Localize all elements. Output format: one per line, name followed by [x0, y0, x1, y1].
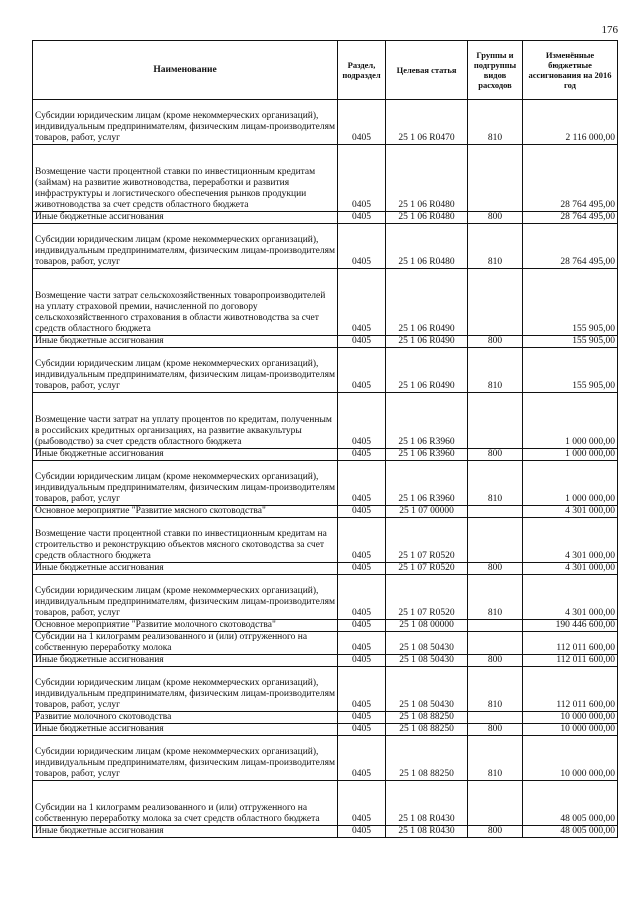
row-group-cell — [468, 393, 523, 449]
row-name-cell: Субсидии юридическим лицам (кроме некоммерческих организаций), индивидуальным предпринимателям, физическим лицам-производителям товаров, работ, услуг — [33, 224, 338, 269]
row-name-cell: Иные бюджетные ассигнования — [33, 212, 338, 224]
row-amount-cell: 155 905,00 — [523, 269, 618, 336]
row-target-cell: 25 1 06 R0480 — [386, 212, 468, 224]
row-section-cell: 0405 — [338, 563, 386, 575]
row-group-cell — [468, 781, 523, 826]
table-row — [33, 506, 618, 518]
table-row — [33, 712, 618, 724]
row-amount-cell: 190 446 600,00 — [523, 620, 618, 632]
row-amount-cell: 4 301 000,00 — [523, 575, 618, 620]
row-group-cell: 810 — [468, 100, 523, 145]
row-section-cell: 0405 — [338, 506, 386, 518]
row-group-cell: 800 — [468, 563, 523, 575]
row-amount-cell: 155 905,00 — [523, 348, 618, 393]
row-name-cell: Иные бюджетные ассигнования — [33, 724, 338, 736]
row-name-cell: Субсидии юридическим лицам (кроме некоммерческих организаций), индивидуальным предпринимателям, физическим лицам-производителям товаров, работ, услуг — [33, 348, 338, 393]
row-target-cell: 25 1 06 R0480 — [386, 224, 468, 269]
row-section-cell: 0405 — [338, 269, 386, 336]
row-target-cell: 25 1 06 R3960 — [386, 449, 468, 461]
row-group-cell: 800 — [468, 655, 523, 667]
row-amount-cell: 4 301 000,00 — [523, 518, 618, 563]
table-row — [33, 724, 618, 736]
row-group-cell — [468, 632, 523, 655]
row-name-cell: Субсидии юридическим лицам (кроме некоммерческих организаций), индивидуальным предпринимателям, физическим лицам-производителям товаров, работ, услуг — [33, 667, 338, 712]
table-row — [33, 667, 618, 712]
row-amount-cell: 112 011 600,00 — [523, 655, 618, 667]
table-row — [33, 224, 618, 269]
row-amount-cell: 48 005 000,00 — [523, 781, 618, 826]
row-group-cell: 810 — [468, 667, 523, 712]
row-amount-cell: 4 301 000,00 — [523, 506, 618, 518]
row-amount-cell: 2 116 000,00 — [523, 100, 618, 145]
row-target-cell: 25 1 06 R3960 — [386, 461, 468, 506]
row-name-cell: Субсидии на 1 килограмм реализованного и (или) отгруженного на собственную переработку молока за счет средств областного бюджета — [33, 781, 338, 826]
table-row — [33, 781, 618, 826]
row-group-cell: 800 — [468, 449, 523, 461]
row-target-cell: 25 1 07 R0520 — [386, 575, 468, 620]
row-section-cell: 0405 — [338, 826, 386, 838]
row-group-cell — [468, 712, 523, 724]
row-amount-cell: 1 000 000,00 — [523, 461, 618, 506]
row-amount-cell: 48 005 000,00 — [523, 826, 618, 838]
header-groups: Группы и подгруппы видов расходов — [468, 41, 523, 100]
row-name-cell: Иные бюджетные ассигнования — [33, 336, 338, 348]
row-section-cell: 0405 — [338, 449, 386, 461]
row-section-cell: 0405 — [338, 781, 386, 826]
table-row — [33, 461, 618, 506]
row-target-cell: 25 1 08 50430 — [386, 655, 468, 667]
row-target-cell: 25 1 08 88250 — [386, 724, 468, 736]
row-group-cell — [468, 269, 523, 336]
row-group-cell: 810 — [468, 348, 523, 393]
table-row — [33, 449, 618, 461]
row-group-cell: 800 — [468, 826, 523, 838]
row-amount-cell: 1 000 000,00 — [523, 393, 618, 449]
row-amount-cell: 10 000 000,00 — [523, 724, 618, 736]
row-section-cell: 0405 — [338, 224, 386, 269]
row-name-cell: Иные бюджетные ассигнования — [33, 449, 338, 461]
table-row — [33, 212, 618, 224]
row-target-cell: 25 1 07 00000 — [386, 506, 468, 518]
row-target-cell: 25 1 06 R0490 — [386, 269, 468, 336]
table-row — [33, 620, 618, 632]
row-target-cell: 25 1 07 R0520 — [386, 518, 468, 563]
row-section-cell: 0405 — [338, 100, 386, 145]
row-target-cell: 25 1 08 00000 — [386, 620, 468, 632]
row-name-cell: Субсидии на 1 килограмм реализованного и (или) отгруженного на собственную переработку молока — [33, 632, 338, 655]
row-section-cell: 0405 — [338, 518, 386, 563]
row-name-cell: Иные бюджетные ассигнования — [33, 655, 338, 667]
row-target-cell: 25 1 08 50430 — [386, 632, 468, 655]
row-name-cell: Иные бюджетные ассигнования — [33, 563, 338, 575]
row-name-cell: Субсидии юридическим лицам (кроме некоммерческих организаций), индивидуальным предпринимателям, физическим лицам-производителям товаров, работ, услуг — [33, 100, 338, 145]
row-name-cell: Возмещение части затрат сельскохозяйственных товаропроизводителей на уплату страховой премии, начисленной по договору сельскохозяйственного страхования в области животноводства за счет средств областного бюджета — [33, 269, 338, 336]
table-header-row — [33, 41, 618, 100]
row-target-cell: 25 1 06 R0490 — [386, 348, 468, 393]
row-target-cell: 25 1 06 R0490 — [386, 336, 468, 348]
page-number: 176 — [601, 24, 618, 36]
row-name-cell: Возмещение части затрат на уплату процентов по кредитам, полученным в российских кредитных организациях, на развитие аквакультуры (рыбоводство) за счет средств областного бюджета — [33, 393, 338, 449]
row-section-cell: 0405 — [338, 575, 386, 620]
row-section-cell: 0405 — [338, 712, 386, 724]
row-section-cell: 0405 — [338, 393, 386, 449]
row-section-cell: 0405 — [338, 724, 386, 736]
table-row — [33, 575, 618, 620]
row-name-cell: Иные бюджетные ассигнования — [33, 826, 338, 838]
row-group-cell: 810 — [468, 736, 523, 781]
row-section-cell: 0405 — [338, 212, 386, 224]
table-row — [33, 100, 618, 145]
row-amount-cell: 155 905,00 — [523, 336, 618, 348]
row-amount-cell: 28 764 495,00 — [523, 224, 618, 269]
row-section-cell: 0405 — [338, 632, 386, 655]
row-amount-cell: 28 764 495,00 — [523, 145, 618, 212]
row-target-cell: 25 1 08 50430 — [386, 667, 468, 712]
row-section-cell: 0405 — [338, 655, 386, 667]
table-row — [33, 269, 618, 336]
row-section-cell: 0405 — [338, 348, 386, 393]
row-amount-cell: 1 000 000,00 — [523, 449, 618, 461]
row-name-cell: Субсидии юридическим лицам (кроме некоммерческих организаций), индивидуальным предпринимателям, физическим лицам-производителям товаров, работ, услуг — [33, 736, 338, 781]
table-row — [33, 336, 618, 348]
table-row — [33, 655, 618, 667]
budget-table — [32, 40, 618, 838]
header-target: Целевая статья — [386, 41, 468, 100]
row-name-cell: Развитие молочного скотоводства — [33, 712, 338, 724]
row-name-cell: Субсидии юридическим лицам (кроме некоммерческих организаций), индивидуальным предпринимателям, физическим лицам-производителям товаров, работ, услуг — [33, 575, 338, 620]
table-row — [33, 736, 618, 781]
row-amount-cell: 4 301 000,00 — [523, 563, 618, 575]
row-group-cell — [468, 620, 523, 632]
row-group-cell: 810 — [468, 461, 523, 506]
row-target-cell: 25 1 06 R0470 — [386, 100, 468, 145]
table-row — [33, 563, 618, 575]
row-group-cell — [468, 518, 523, 563]
row-target-cell: 25 1 07 R0520 — [386, 563, 468, 575]
row-group-cell: 810 — [468, 575, 523, 620]
row-group-cell — [468, 145, 523, 212]
row-group-cell: 800 — [468, 336, 523, 348]
row-section-cell: 0405 — [338, 336, 386, 348]
row-section-cell: 0405 — [338, 461, 386, 506]
header-section: Раздел, подраздел — [338, 41, 386, 100]
row-amount-cell: 112 011 600,00 — [523, 667, 618, 712]
row-target-cell: 25 1 08 R0430 — [386, 781, 468, 826]
table-body — [33, 100, 618, 838]
row-target-cell: 25 1 06 R3960 — [386, 393, 468, 449]
row-group-cell: 810 — [468, 224, 523, 269]
row-amount-cell: 112 011 600,00 — [523, 632, 618, 655]
header-name: Наименование — [33, 41, 338, 100]
table-row — [33, 518, 618, 563]
row-target-cell: 25 1 08 88250 — [386, 736, 468, 781]
row-group-cell: 800 — [468, 724, 523, 736]
row-name-cell: Возмещение части процентной ставки по инвестиционным кредитам (займам) на развитие животноводства, переработки и развития инфраструктуры и логистического обеспечения рынков продукции животноводства за счет средств областного бюджета — [33, 145, 338, 212]
row-section-cell: 0405 — [338, 667, 386, 712]
row-name-cell: Основное мероприятие "Развитие молочного скотоводства" — [33, 620, 338, 632]
row-name-cell: Основное мероприятие "Развитие мясного скотоводства" — [33, 506, 338, 518]
row-section-cell: 0405 — [338, 620, 386, 632]
table-row — [33, 393, 618, 449]
row-target-cell: 25 1 08 88250 — [386, 712, 468, 724]
row-section-cell: 0405 — [338, 145, 386, 212]
row-group-cell — [468, 506, 523, 518]
table-row — [33, 348, 618, 393]
table-row — [33, 145, 618, 212]
row-name-cell: Возмещение части процентной ставки по инвестиционным кредитам на строительство и реконструкцию объектов мясного скотоводства за счет средств областного бюджета — [33, 518, 338, 563]
row-amount-cell: 10 000 000,00 — [523, 736, 618, 781]
row-name-cell: Субсидии юридическим лицам (кроме некоммерческих организаций), индивидуальным предпринимателям, физическим лицам-производителям товаров, работ, услуг — [33, 461, 338, 506]
row-target-cell: 25 1 08 R0430 — [386, 826, 468, 838]
table-row — [33, 826, 618, 838]
row-group-cell: 800 — [468, 212, 523, 224]
row-amount-cell: 28 764 495,00 — [523, 212, 618, 224]
row-target-cell: 25 1 06 R0480 — [386, 145, 468, 212]
row-amount-cell: 10 000 000,00 — [523, 712, 618, 724]
header-amount: Изменённые бюджетные ассигнования на 2016 год — [523, 41, 618, 100]
row-section-cell: 0405 — [338, 736, 386, 781]
table-row — [33, 632, 618, 655]
